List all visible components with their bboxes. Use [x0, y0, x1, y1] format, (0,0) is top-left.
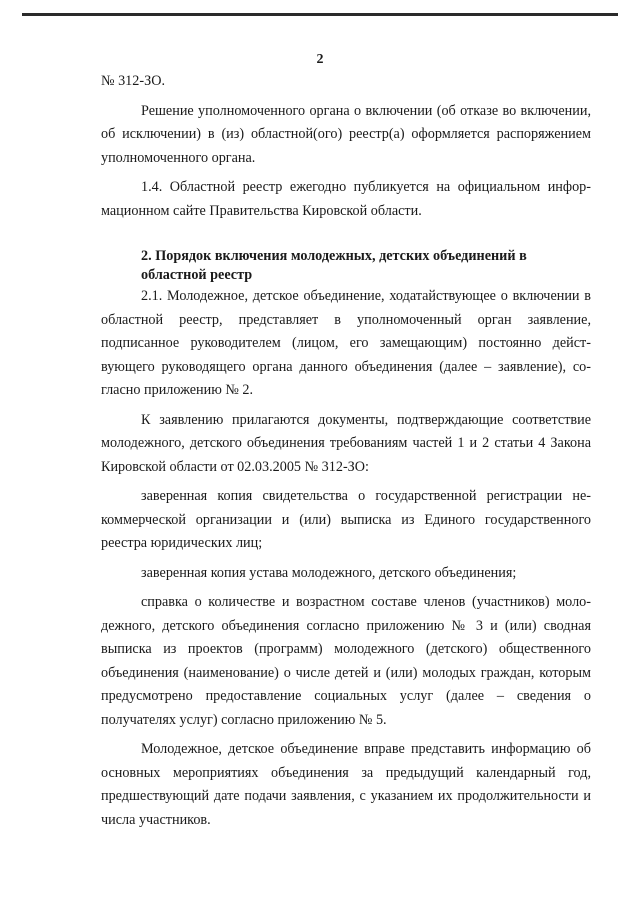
section-heading: 2. Порядок включения молодежных, детских объединений в областной реестр: [141, 248, 527, 283]
paragraph-publication: 1.4. Областной реестр ежегодно публикуется на официальном информационном сайте Правительства Кировской области.: [101, 179, 591, 219]
paragraph-documents-intro: К заявлению прилагаются документы, подтверждающие соответствие молодежного, детского объединения требованиям частей 1 и 2 статьи 4 Закона Кировской области от 02.03.2005 № 312-ЗО:: [101, 411, 591, 475]
list-item-registration-copy: заверенная копия свидетельства о государственной регистрации некоммерческой организации и (или) выписка из Единого государственного реестра юридических лиц;: [101, 488, 591, 551]
top-rule: [22, 13, 618, 16]
paragraph-law-number: № 312-ЗО.: [101, 73, 165, 89]
page-number: 2: [316, 52, 324, 67]
list-item-charter-copy: заверенная копия устава молодежного, детского объединения;: [141, 564, 517, 581]
document-body: [101, 70, 591, 832]
paragraph-activities-info: Молодежное, детское объединение вправе представить информацию об основных мероприятиях объединения за предыдущий календарный год, предшествующий дате подачи заявления, с указанием их продолжительности и числа участников.: [101, 741, 591, 828]
list-item-members-certificate: справка о количестве и возрастном составе членов (участников) молодежного, детского объединения согласно приложению № 3 и (или) сводная выписка из проектов (программ) молодежного (детского) общественного объединения (наименование) о числе детей и (или) молодых граждан, которым предусмотрено предоставление социальных услуг (далее – сведения о получателях услуг) согласно приложению № 5.: [101, 594, 591, 728]
paragraph-decision: Решение уполномоченного органа о включении (об отказе во включении, об исключении) в (из) областной(ого) реестр(а) оформляется распоряжением уполномоченного органа.: [101, 102, 591, 166]
paragraph-2-1: 2.1. Молодежное, детское объединение, ходатайствующее о включении в областной реестр, представляет в уполномоченный орган заявление, подписанное руководителем (лицом, его замещающим) постоянно действующего руководящего органа данного объединения (далее – заявление), согласно приложению № 2.: [101, 288, 591, 398]
